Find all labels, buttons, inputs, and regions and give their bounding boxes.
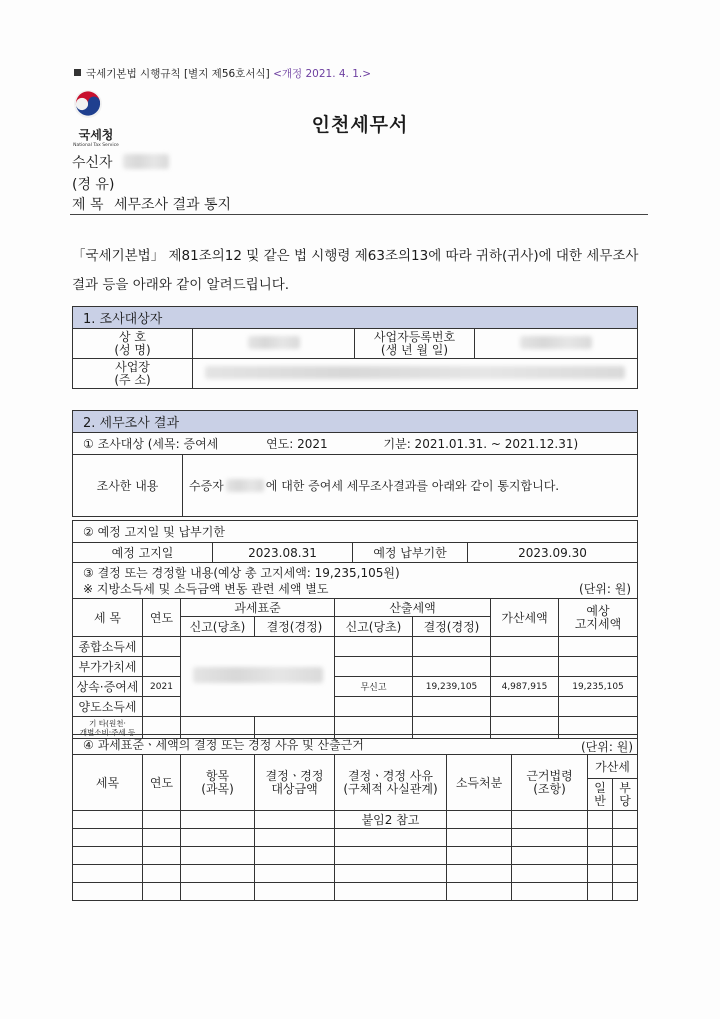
- basis-col-item: 항목 (과목): [181, 755, 255, 811]
- col-base-declared: 신고(당초): [181, 617, 255, 637]
- col-base-determined: 결정(경정): [255, 617, 335, 637]
- decision-title: ③ 결정 또는 경정할 내용(예상 총 고지세액: 19,235,105원) ※ 지방소득세 및 소득금액 변동 관련 세액 별도 (단위: 원): [73, 563, 638, 599]
- col-tax-base: 과세표준: [181, 599, 335, 617]
- notice-date-label: 예정 고지일: [73, 543, 213, 563]
- col-tax-type: 세 목: [73, 599, 143, 637]
- col-penalty: 가산세액: [491, 599, 559, 637]
- notice-date-value: 2023.08.31: [213, 543, 353, 563]
- section1-title: 1. 조사대상자: [73, 307, 638, 329]
- via-line: (경 유): [72, 177, 115, 193]
- basis-col-tax: 세목: [73, 755, 143, 811]
- content-label: 조사한 내용: [73, 455, 183, 517]
- table-row: [73, 865, 638, 883]
- notice-title: ② 예정 고지일 및 납부기한: [73, 521, 638, 543]
- name-label: 상 호 (성 명): [73, 329, 193, 359]
- section2-title: 2. 세무조사 결과: [73, 411, 638, 433]
- table-row: 부가가치세: [73, 657, 638, 677]
- name-value: [193, 329, 355, 359]
- address-label: 사업장 (주 소): [73, 359, 193, 389]
- logo-subtitle: National Tax Service: [73, 143, 119, 148]
- reg-no-label: 사업자등록번호 (생 년 월 일): [355, 329, 475, 359]
- table-row: 종합소득세: [73, 637, 638, 657]
- basis-col-reason: 결정ㆍ경정 사유 (구체적 사실관계): [335, 755, 447, 811]
- table-row: [73, 847, 638, 865]
- table-row: [73, 811, 638, 829]
- due-date-label: 예정 납부기한: [353, 543, 468, 563]
- basis-table: [72, 734, 638, 901]
- form-reference: 국세기본법 시행규칙 [별지 제56호서식] <개정 2021. 4. 1.>: [74, 66, 371, 81]
- col-expected: 예상 고지세액: [559, 599, 638, 637]
- table-row: [73, 829, 638, 847]
- decision-unit: (단위: 원): [579, 581, 632, 596]
- subject-line: 제 목 세무조사 결과 통지: [72, 197, 232, 213]
- table-row: 양도소득세: [73, 697, 638, 717]
- basis-unit: (단위: 원): [581, 740, 633, 754]
- basis-note: 붙임2 참고: [335, 811, 447, 829]
- basis-col-law: 근거법령 (조항): [512, 755, 588, 811]
- content-value: 수증자 에 대한 증여세 세무조사결과를 아래와 같이 통지합니다.: [183, 455, 638, 517]
- office-title: 인천세무서: [311, 114, 409, 136]
- reg-no-value: [475, 329, 638, 359]
- col-calc-declared: 신고(당초): [335, 617, 413, 637]
- recipient-line: 수신자: [72, 152, 169, 172]
- basis-title: ④ 과세표준ㆍ세액의 결정 또는 경정 사유 및 산출근거 (단위: 원): [73, 735, 638, 755]
- address-value: [193, 359, 638, 389]
- basis-col-penalty: 가산세: [588, 755, 638, 779]
- table-row: 상속·증여세 2021 무신고 19,239,105 4,987,915 19,235,105: [73, 677, 638, 697]
- header-divider: [70, 214, 648, 215]
- col-calc-tax: 산출세액: [335, 599, 491, 617]
- basis-col-unfair: 부 당: [613, 779, 638, 811]
- basis-col-amount: 결정ㆍ경정 대상금액: [255, 755, 335, 811]
- table-row: [73, 883, 638, 901]
- basis-col-general: 일 반: [588, 779, 613, 811]
- other-taxes-label: 기 타(원천· 개별소비·주세 등: [73, 717, 143, 739]
- logo-name: 국세청: [78, 128, 114, 142]
- redacted-recipient: [123, 154, 169, 169]
- decision-table: [72, 562, 638, 739]
- col-calc-determined: 결정(경정): [413, 617, 491, 637]
- notice-table: [72, 520, 638, 563]
- col-year: 연도: [143, 599, 181, 637]
- revision-date: <개정 2021. 4. 1.>: [273, 68, 372, 80]
- audit-result-table: [72, 410, 638, 517]
- due-date-value: 2023.09.30: [468, 543, 638, 563]
- tax-base-redacted: [181, 637, 335, 717]
- subject-info-table: [72, 306, 638, 389]
- audit-target-row: ① 조사대상 (세목: 증여세 연도: 2021 기분: 2021.01.31. ~ 2021.12.31): [73, 433, 638, 455]
- intro-paragraph: 「국세기본법」 제81조의12 및 같은 법 시행령 제63조의13에 따라 귀하(귀사)에 대한 세무조사 결과 등을 아래와 같이 알려드립니다.: [72, 248, 639, 293]
- basis-col-year: 연도: [143, 755, 181, 811]
- square-bullet-icon: [74, 69, 81, 76]
- basis-col-income: 소득처분: [447, 755, 512, 811]
